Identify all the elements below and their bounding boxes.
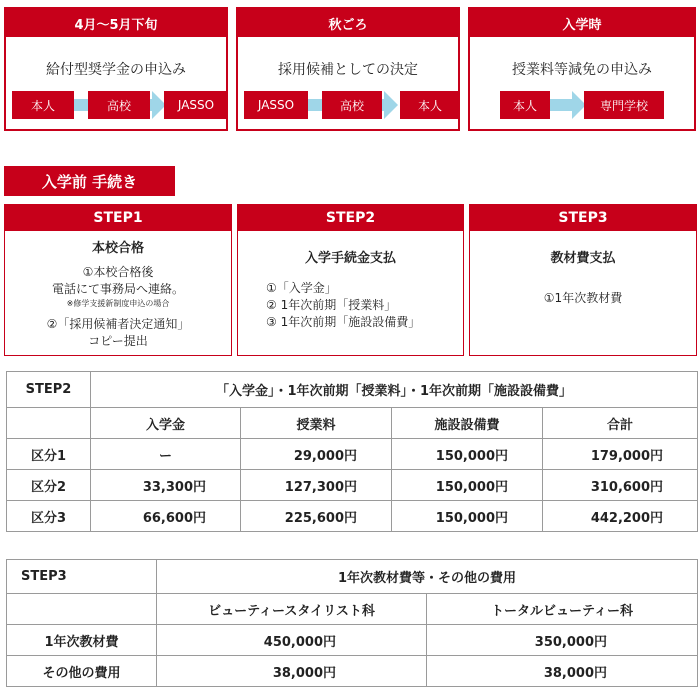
column-header: 施設設備費 <box>392 408 543 439</box>
step-note: ※修学支援新制度申込の場合 <box>66 299 170 308</box>
step-subtitle: 教材費支払 <box>550 251 616 266</box>
table-cell: 225,600円 <box>241 501 392 532</box>
table-row <box>7 439 698 470</box>
step-line: コピー提出 <box>88 334 148 348</box>
step-head: STEP1 <box>5 205 231 231</box>
arrow-right-icon <box>308 91 322 119</box>
table-cell: 150,000円 <box>392 470 543 501</box>
flow-chip: JASSO <box>244 91 308 119</box>
flow-chip: JASSO <box>164 91 228 119</box>
column-header: 入学金 <box>91 408 241 439</box>
table-cell: 310,600円 <box>543 470 698 501</box>
table-step-label: STEP2 <box>7 372 91 408</box>
step-line: ①本校合格後 <box>82 265 154 279</box>
flow-chip: 本人 <box>12 91 74 119</box>
flow-chip: 専門学校 <box>584 91 664 119</box>
table-cell: 33,300円 <box>91 470 241 501</box>
arrow-right-icon <box>74 91 88 119</box>
row-label: 1年次教材費 <box>7 625 157 656</box>
column-header: ビューティースタイリスト科 <box>157 594 427 625</box>
row-label: その他の費用 <box>7 656 157 687</box>
table-cell: 127,300円 <box>241 470 392 501</box>
table-cell: 150,000円 <box>392 439 543 470</box>
step-line: ② 1年次前期「授業料」 <box>266 298 397 312</box>
step-subtitle: 入学手続金支払 <box>304 251 396 266</box>
table-cell: 38,000円 <box>427 656 698 687</box>
table-row <box>7 470 698 501</box>
step-line: ①「入学金」 <box>266 281 337 295</box>
arrow-right-icon <box>550 91 586 119</box>
step3-fee-table <box>6 559 698 687</box>
table-cell: 66,600円 <box>91 501 241 532</box>
row-label: 区分3 <box>7 501 91 532</box>
flow-box-title: 給付型奨学金の申込み <box>46 62 186 78</box>
table-row <box>7 625 698 656</box>
table-cell: ー <box>91 439 241 470</box>
table-caption: 1年次教材費等・その他の費用 <box>157 560 698 594</box>
flow-chip: 高校 <box>322 91 382 119</box>
table-row <box>7 501 698 532</box>
step-line: 電話にて事務局へ連絡。 <box>51 282 184 296</box>
flow-box-title: 採用候補としての決定 <box>278 62 418 78</box>
step-line: ①1年次教材費 <box>543 291 623 305</box>
step-line: ②「採用候補者決定通知」 <box>46 317 190 331</box>
flow-chip: 本人 <box>500 91 550 119</box>
table-row <box>7 656 698 687</box>
column-header: トータルビューティー科 <box>427 594 698 625</box>
step-head: STEP2 <box>238 205 463 231</box>
flow-box-title: 授業料等減免の申込み <box>512 62 652 78</box>
column-header: 合計 <box>543 408 698 439</box>
table-cell: 442,200円 <box>543 501 698 532</box>
step-1-box <box>4 204 232 356</box>
flow-box-enrollment <box>468 7 696 131</box>
row-label: 区分1 <box>7 439 91 470</box>
table-cell: 29,000円 <box>241 439 392 470</box>
arrow-right-icon <box>382 91 398 119</box>
step-3-box <box>469 204 697 356</box>
table-caption: 「入学金」・1年次前期「授業料」・1年次前期「施設設備費」 <box>91 372 698 408</box>
flow-chip: 高校 <box>88 91 150 119</box>
step-line: ③ 1年次前期「施設設備費」 <box>266 315 421 329</box>
step-2-box <box>237 204 464 356</box>
section-label: 入学前 手続き <box>4 166 175 196</box>
row-label: 区分2 <box>7 470 91 501</box>
table-cell: 350,000円 <box>427 625 698 656</box>
step2-fee-table <box>6 371 698 532</box>
step-subtitle: 本校合格 <box>91 241 144 256</box>
table-cell: 38,000円 <box>157 656 427 687</box>
flow-box-head: 入学時 <box>470 9 694 37</box>
table-corner <box>7 594 157 625</box>
flow-chip: 本人 <box>400 91 460 119</box>
table-cell: 179,000円 <box>543 439 698 470</box>
table-cell: 150,000円 <box>392 501 543 532</box>
table-step-label: STEP3 <box>7 560 157 594</box>
flow-box-head: 4月〜5月下旬 <box>6 9 226 37</box>
flow-box-application <box>4 7 228 131</box>
step-head: STEP3 <box>470 205 696 231</box>
column-header: 授業料 <box>241 408 392 439</box>
flow-box-head: 秋ごろ <box>238 9 458 37</box>
table-corner <box>7 408 91 439</box>
table-cell: 450,000円 <box>157 625 427 656</box>
flow-box-decision <box>236 7 460 131</box>
